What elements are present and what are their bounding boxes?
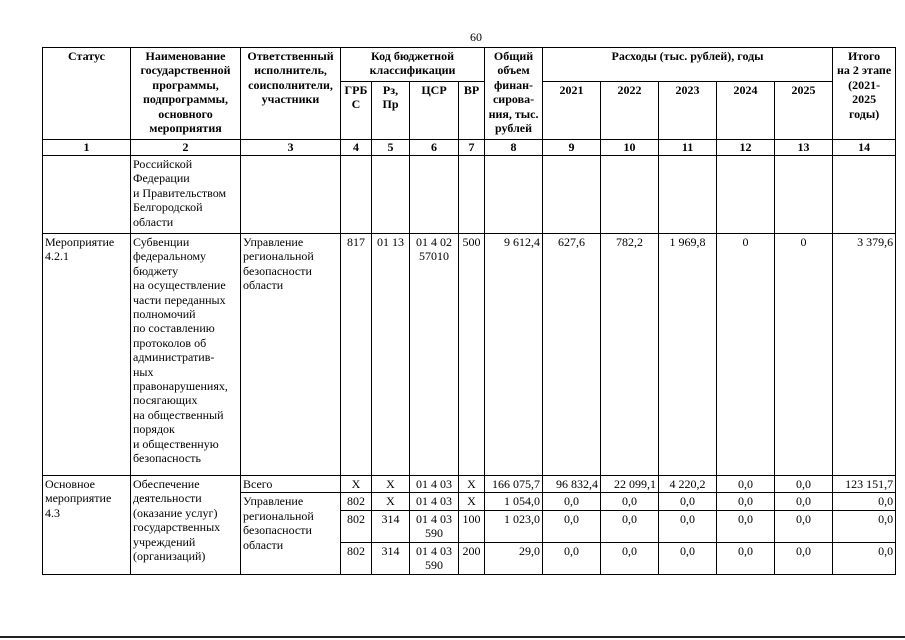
cell-2022: 0,0 — [601, 493, 659, 510]
table-row-continuation — [43, 156, 896, 234]
cell-sum: 123 151,7 — [833, 476, 896, 493]
cell-2022: 782,2 — [601, 234, 659, 476]
cell-2022: 0,0 — [601, 510, 659, 542]
cell-total: 166 075,7 — [485, 476, 543, 493]
cell-2021: 96 832,4 — [543, 476, 601, 493]
cell-grbs: X — [341, 476, 372, 493]
cell-executor — [241, 156, 341, 234]
cell-grbs: 802 — [341, 542, 372, 574]
col-number: 12 — [717, 140, 775, 156]
cell-2024: 0,0 — [717, 542, 775, 574]
cell-vr: 100 — [459, 510, 485, 542]
cell-2022: 22 099,1 — [601, 476, 659, 493]
cell-2025: 0,0 — [775, 493, 833, 510]
cell-executor: Управление региональной безопасности области — [241, 493, 341, 574]
cell-2021: 0,0 — [543, 542, 601, 574]
cell-sum: 3 379,6 — [833, 234, 896, 476]
cell-rzpr: X — [372, 476, 410, 493]
cell-2021: 0,0 — [543, 510, 601, 542]
col-number: 5 — [372, 140, 410, 156]
cell-executor-all: Всего — [241, 476, 341, 493]
cell-2024: 0 — [717, 234, 775, 476]
col-number: 9 — [543, 140, 601, 156]
cell-vr: 200 — [459, 542, 485, 574]
cell-vr: 500 — [459, 234, 485, 476]
header-2021: 2021 — [543, 82, 601, 140]
header-expenses: Расходы (тыс. рублей), годы — [543, 48, 833, 82]
header-2023: 2023 — [659, 82, 717, 140]
cell-2025: 0,0 — [775, 476, 833, 493]
cell-name: Субвенции федеральному бюджету на осуществление части переданных полномочий по составлению протоколов об административ- ных правонарушениях, посягающих на общественный порядок и общественную безопасность — [131, 234, 241, 476]
cell-2023: 4 220,2 — [659, 476, 717, 493]
header-2024: 2024 — [717, 82, 775, 140]
cell-total: 29,0 — [485, 542, 543, 574]
cell-rzpr: 01 13 — [372, 234, 410, 476]
header-vr: ВР — [459, 82, 485, 140]
cell-vr: X — [459, 493, 485, 510]
cell-2024: 0,0 — [717, 476, 775, 493]
cell-2021: 627,6 — [543, 234, 601, 476]
column-number-row — [43, 140, 896, 156]
header-2022: 2022 — [601, 82, 659, 140]
cell-name: Российской Федерации и Правительством Белгородской области — [131, 156, 241, 234]
cell-2025: 0,0 — [775, 510, 833, 542]
cell-vr: X — [459, 476, 485, 493]
cell-rzpr: 314 — [372, 510, 410, 542]
header-row-1 — [43, 48, 896, 82]
header-csr: ЦСР — [410, 82, 459, 140]
cell-status: Мероприятие 4.2.1 — [43, 234, 131, 476]
header-name: Наименование государственной программы, подпрограммы, основного мероприятия — [131, 48, 241, 140]
header-rzpr: Рз, Пр — [372, 82, 410, 140]
col-number: 4 — [341, 140, 372, 156]
col-number: 6 — [410, 140, 459, 156]
cell-2022: 0,0 — [601, 542, 659, 574]
cell-rzpr: X — [372, 493, 410, 510]
budget-table — [42, 47, 896, 575]
cell-sum: 0,0 — [833, 493, 896, 510]
cell-2023: 0,0 — [659, 542, 717, 574]
page-number: 60 — [470, 30, 482, 44]
header-total-volume: Общий объем финан- сирова- ния, тыс. рублей — [485, 48, 543, 140]
cell-csr: 01 4 03 — [410, 476, 459, 493]
cell-2024: 0,0 — [717, 493, 775, 510]
cell-total: 1 023,0 — [485, 510, 543, 542]
cell-csr: 01 4 02 57010 — [410, 234, 459, 476]
cell-grbs: 802 — [341, 510, 372, 542]
table-row-measure-4-2-1 — [43, 234, 896, 476]
header-grbs: ГРБ С — [341, 82, 372, 140]
cell-grbs: 802 — [341, 493, 372, 510]
col-number: 11 — [659, 140, 717, 156]
cell-total: 1 054,0 — [485, 493, 543, 510]
cell-csr: 01 4 03 590 — [410, 510, 459, 542]
header-2025: 2025 — [775, 82, 833, 140]
col-number: 14 — [833, 140, 896, 156]
header-executor: Ответственный исполнитель, соисполнители, участники — [241, 48, 341, 140]
cell-2023: 0,0 — [659, 510, 717, 542]
cell-grbs: 817 — [341, 234, 372, 476]
cell-2025: 0,0 — [775, 542, 833, 574]
col-number: 8 — [485, 140, 543, 156]
cell-csr: 01 4 03 — [410, 493, 459, 510]
cell-rzpr: 314 — [372, 542, 410, 574]
cell-total: 9 612,4 — [485, 234, 543, 476]
header-total-stage2: Итого на 2 этапе (2021- 2025 годы) — [833, 48, 896, 140]
cell-2024: 0,0 — [717, 510, 775, 542]
cell-2023: 0,0 — [659, 493, 717, 510]
cell-status: Основное мероприятие 4.3 — [43, 476, 131, 575]
cell-sum: 0,0 — [833, 542, 896, 574]
cell-sum: 0,0 — [833, 510, 896, 542]
cell-status — [43, 156, 131, 234]
col-number: 7 — [459, 140, 485, 156]
header-budget-code: Код бюджетной классификации — [341, 48, 485, 82]
cell-2025: 0 — [775, 234, 833, 476]
header-status: Статус — [43, 48, 131, 140]
cell-2023: 1 969,8 — [659, 234, 717, 476]
cell-csr: 01 4 03 590 — [410, 542, 459, 574]
col-number: 1 — [43, 140, 131, 156]
scan-edge-line — [0, 636, 905, 638]
cell-executor: Управление региональной безопасности области — [241, 234, 341, 476]
col-number: 3 — [241, 140, 341, 156]
col-number: 10 — [601, 140, 659, 156]
cell-2021: 0,0 — [543, 493, 601, 510]
table-row-measure-4-3-total — [43, 476, 896, 493]
cell-name: Обеспечение деятельности (оказание услуг) государственных учреждений (организаций) — [131, 476, 241, 575]
col-number: 13 — [775, 140, 833, 156]
col-number: 2 — [131, 140, 241, 156]
